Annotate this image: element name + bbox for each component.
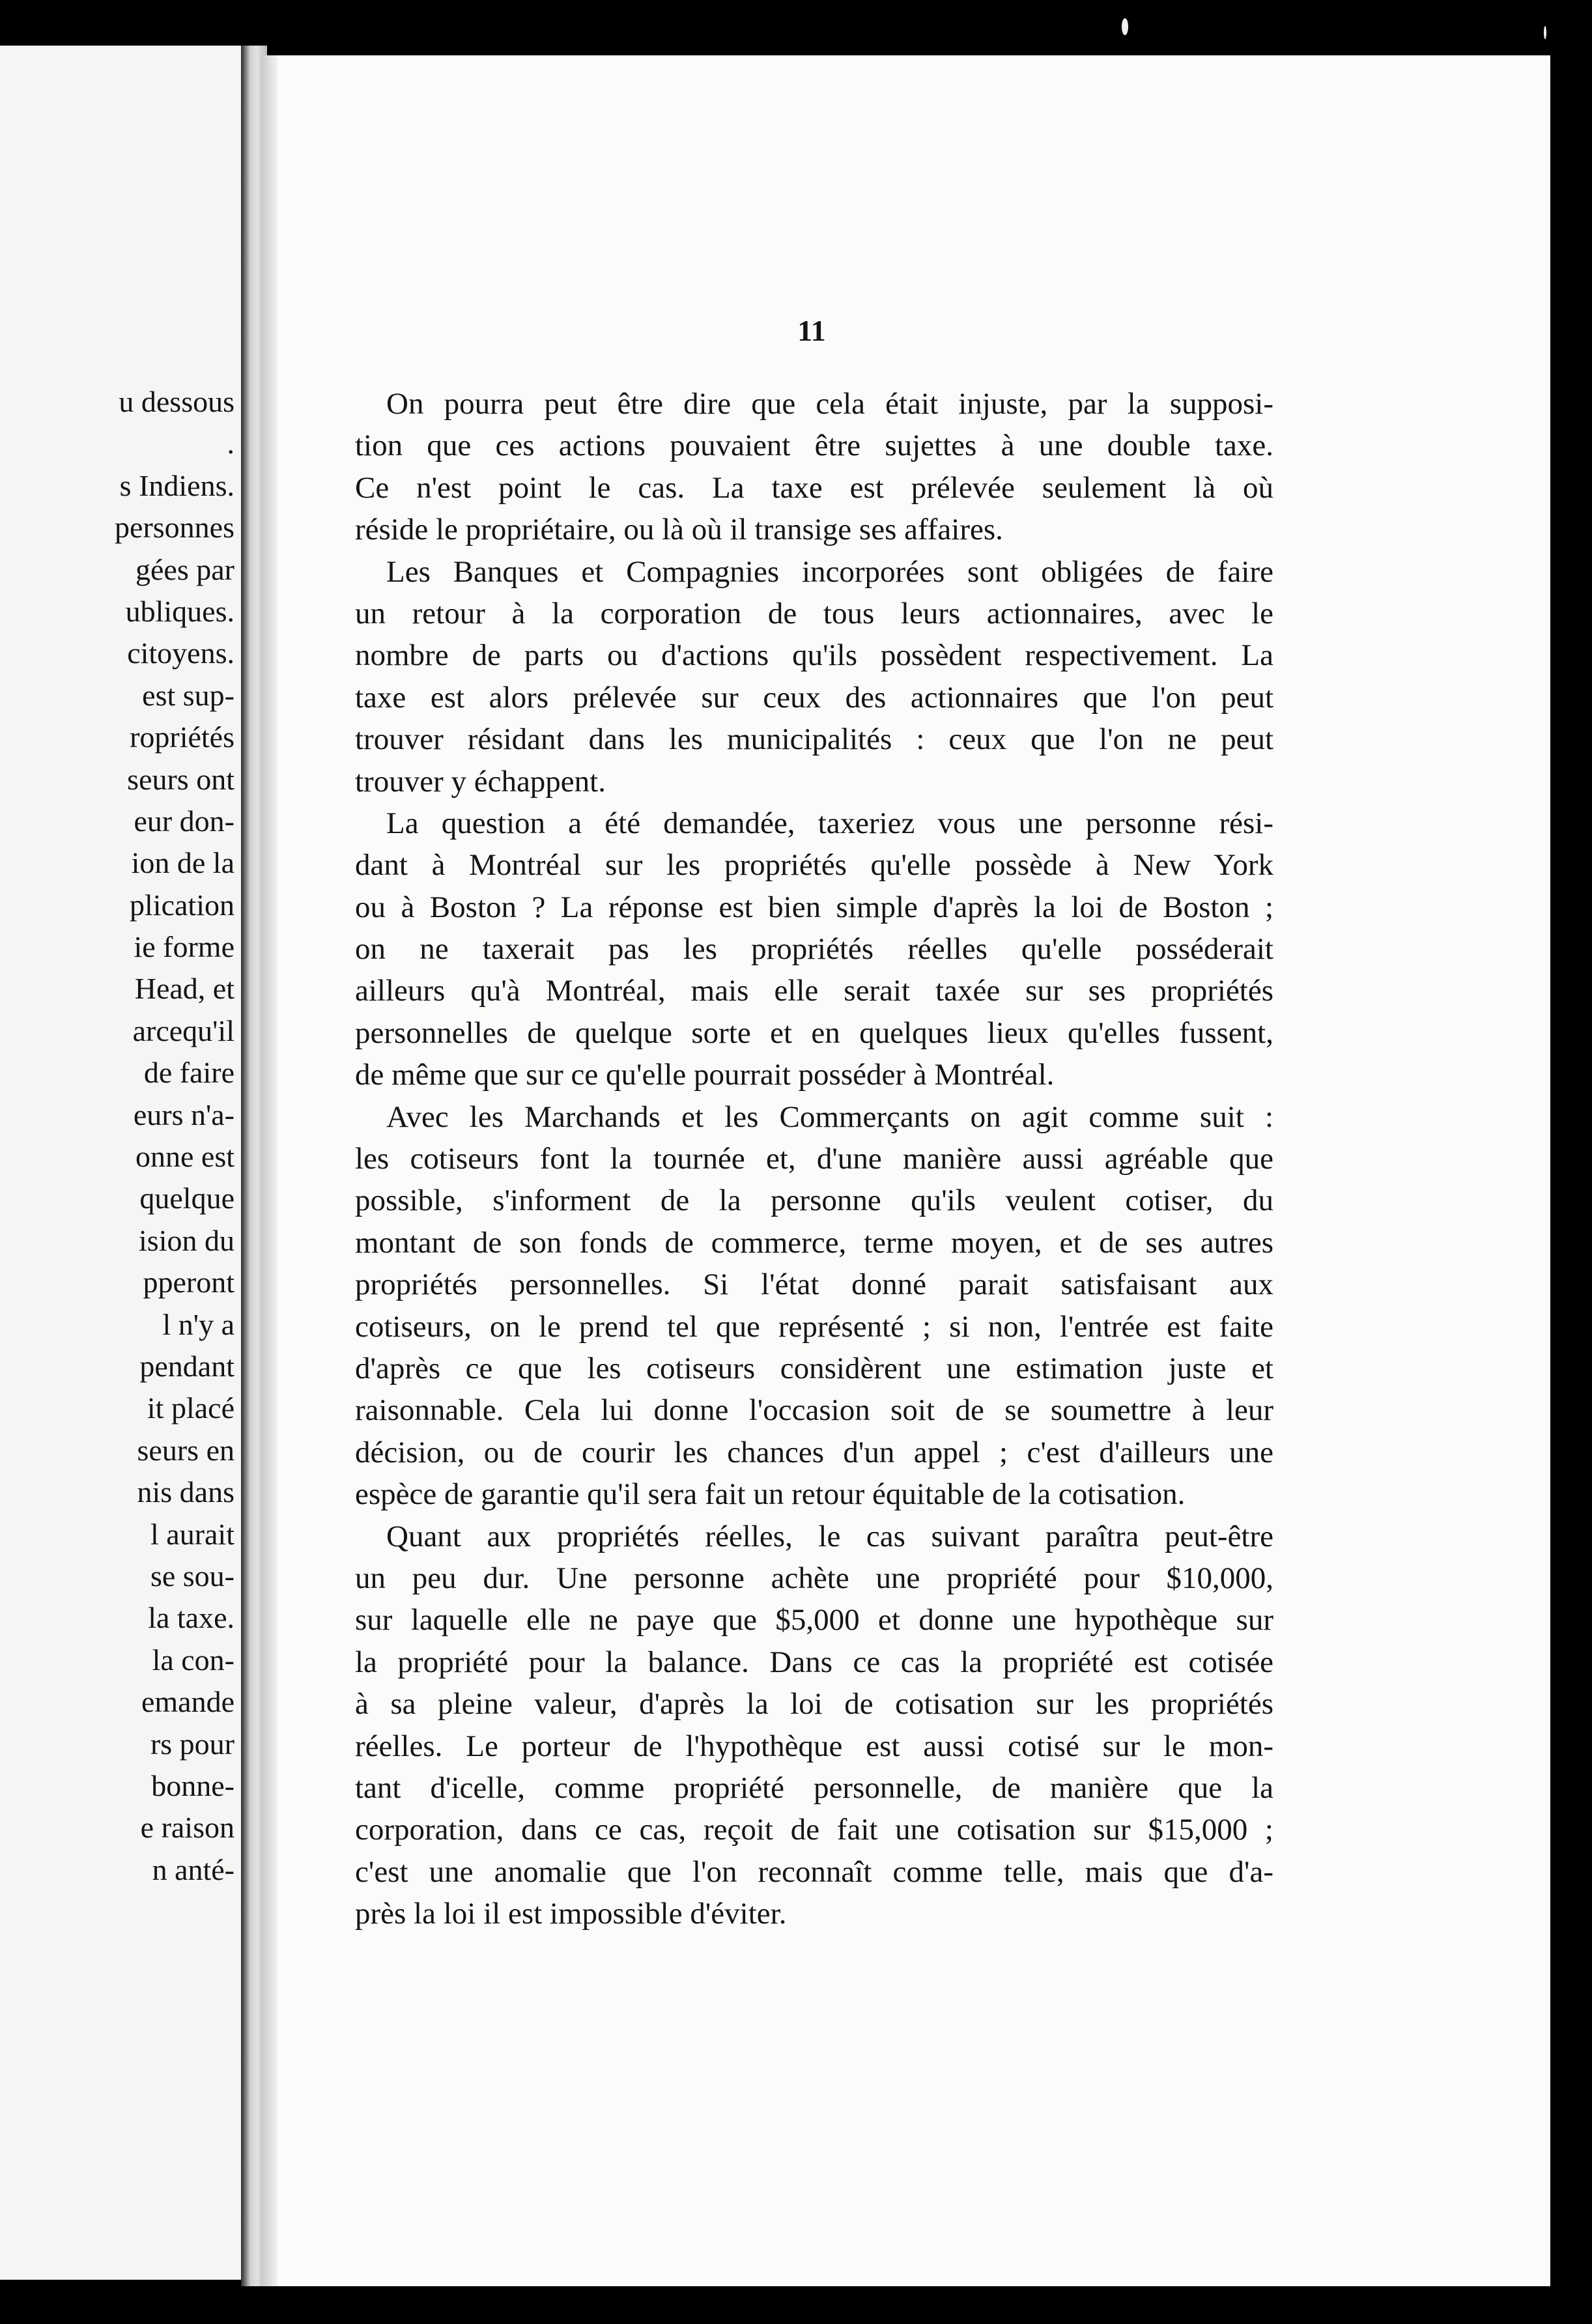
text-line: nombre de parts ou d'actions qu'ils possèdent respectivement. La (355, 638, 1273, 673)
previous-page-line: seurs ont (127, 762, 235, 796)
previous-page-line: ubliques. (125, 594, 235, 628)
previous-page-line: e raison (140, 1811, 235, 1845)
previous-page-line: ie forme (134, 930, 235, 964)
text-line: réelles. Le porteur de l'hypothèque est aussi cotisé sur le mon- (355, 1729, 1273, 1763)
text-line: un peu dur. Une personne achète une propriété pour $10,000, (355, 1561, 1273, 1595)
previous-page-line: s Indiens. (119, 468, 235, 502)
previous-page-line: la taxe. (148, 1601, 235, 1635)
text-line: dant à Montréal sur les propriétés qu'elle possède à New York (355, 848, 1273, 883)
previous-page-line: de faire (143, 1056, 235, 1090)
text-line: raisonnable. Cela lui donne l'occasion soit de se soumettre à leur (355, 1393, 1273, 1428)
text-line: on ne taxerait pas les propriétés réelles qu'elle posséderait (355, 932, 1273, 967)
previous-page-line: . (227, 427, 235, 461)
text-line: trouver y échappent. (355, 764, 606, 799)
text-line: c'est une anomalie que l'on reconnaît comme telle, mais que d'a- (355, 1854, 1273, 1889)
text-line: Ce n'est point le cas. La taxe est prélevée seulement là où (355, 470, 1273, 505)
page-edge-shadow (261, 55, 277, 2286)
previous-page-line: emande (141, 1685, 235, 1719)
previous-page-line: u dessous (119, 385, 235, 418)
text-line: Quant aux propriétés réelles, le cas suivant paraîtra peut-être (386, 1519, 1273, 1553)
scan-speck (1544, 26, 1546, 39)
previous-page-line: nis dans (137, 1475, 235, 1509)
text-line: On pourra peut être dire que cela était injuste, par la supposi- (386, 387, 1273, 421)
previous-page-line: it placé (147, 1391, 235, 1425)
previous-page-line: eur don- (134, 804, 235, 838)
previous-page-line: la con- (152, 1643, 235, 1677)
text-line: taxe est alors prélevée sur ceux des actionnaires que l'on peut (355, 680, 1273, 715)
previous-page-line: arcequ'il (132, 1013, 235, 1047)
text-line: montant de son fonds de commerce, terme moyen, et de ses autres (355, 1225, 1273, 1260)
previous-page-line: ion de la (131, 846, 235, 880)
text-line: espèce de garantie qu'il sera fait un retour équitable de la cotisation. (355, 1477, 1186, 1512)
previous-page-line: onne est (135, 1140, 235, 1174)
previous-page-line: l aurait (150, 1517, 235, 1551)
text-line: un retour à la corporation de tous leurs actionnaires, avec le (355, 596, 1273, 631)
text-line: de même que sur ce qu'elle pourrait posséder à Montréal. (355, 1058, 1055, 1092)
text-line: personnelles de quelque sorte et en quelques lieux qu'elles fussent, (355, 1015, 1273, 1050)
previous-page-line: n anté- (152, 1852, 235, 1886)
text-line: à sa pleine valeur, d'après la loi de cotisation sur les propriétés (355, 1687, 1273, 1722)
previous-page-line: citoyens. (127, 636, 235, 670)
previous-page-line: eurs n'a- (133, 1098, 235, 1131)
previous-page-line: personnes (115, 511, 235, 545)
scan-speck (1122, 18, 1128, 35)
previous-page-line: gées par (135, 552, 235, 586)
page-body-text (355, 383, 1273, 1934)
previous-page-line: plication (130, 888, 235, 922)
text-line: propriétés personnelles. Si l'état donné parait satisfaisant aux (355, 1268, 1273, 1302)
text-line: d'après ce que les cotiseurs considèrent une estimation juste et (355, 1351, 1273, 1385)
previous-page-line: bonne- (151, 1768, 235, 1802)
text-line: ailleurs qu'à Montréal, mais elle serait taxée sur ses propriétés (355, 974, 1273, 1008)
text-line: les cotiseurs font la tournée et, d'une manière aussi agréable que (355, 1142, 1273, 1176)
previous-page-line: pendant (139, 1349, 235, 1383)
previous-page-line: se sou- (150, 1559, 235, 1593)
text-line: Avec les Marchands et les Commerçants on agit comme suit : (386, 1099, 1273, 1134)
text-line: La question a été demandée, taxeriez vous une personne rési- (386, 806, 1273, 840)
text-line: la propriété pour la balance. Dans ce cas la propriété est cotisée (355, 1645, 1273, 1679)
text-line: Les Banques et Compagnies incorporées sont obligées de faire (386, 554, 1273, 589)
text-line: ou à Boston ? La réponse est bien simple d'après la loi de Boston ; (355, 890, 1273, 924)
text-line: corporation, dans ce cas, reçoit de fait une cotisation sur $15,000 ; (355, 1813, 1273, 1847)
page-number: 11 (797, 314, 826, 347)
previous-page-line: ropriétés (130, 720, 235, 754)
previous-page-line: est sup- (142, 678, 235, 712)
text-line: près la loi il est impossible d'éviter. (355, 1897, 787, 1931)
previous-page-line: rs pour (150, 1727, 235, 1761)
text-line: sur laquelle elle ne paye que $5,000 et donne une hypothèque sur (355, 1603, 1273, 1637)
text-line: possible, s'informent de la personne qu'ils veulent cotiser, du (355, 1183, 1273, 1218)
previous-page-line: l n'y a (162, 1307, 235, 1341)
previous-page-line: quelque (139, 1182, 235, 1215)
previous-page-line: ision du (139, 1223, 235, 1257)
previous-page-fragment (0, 46, 241, 2280)
previous-page-line: Head, et (134, 972, 235, 1006)
text-line: cotiseurs, on le prend tel que représenté ; si non, l'entrée est faite (355, 1309, 1273, 1344)
previous-page-text (0, 381, 235, 1891)
text-line: trouver résidant dans les municipalités : ceux que l'on ne peut (355, 722, 1273, 757)
text-line: décision, ou de courir les chances d'un appel ; c'est d'ailleurs une (355, 1435, 1273, 1469)
previous-page-line: seurs en (137, 1433, 235, 1467)
text-line: tion que ces actions pouvaient être sujettes à une double taxe. (355, 429, 1273, 463)
previous-page-line: pperont (143, 1266, 235, 1299)
text-line: tant d'icelle, comme propriété personnelle, de manière que la (355, 1770, 1273, 1805)
text-line: réside le propriétaire, ou là où il transige ses affaires. (355, 513, 1003, 547)
